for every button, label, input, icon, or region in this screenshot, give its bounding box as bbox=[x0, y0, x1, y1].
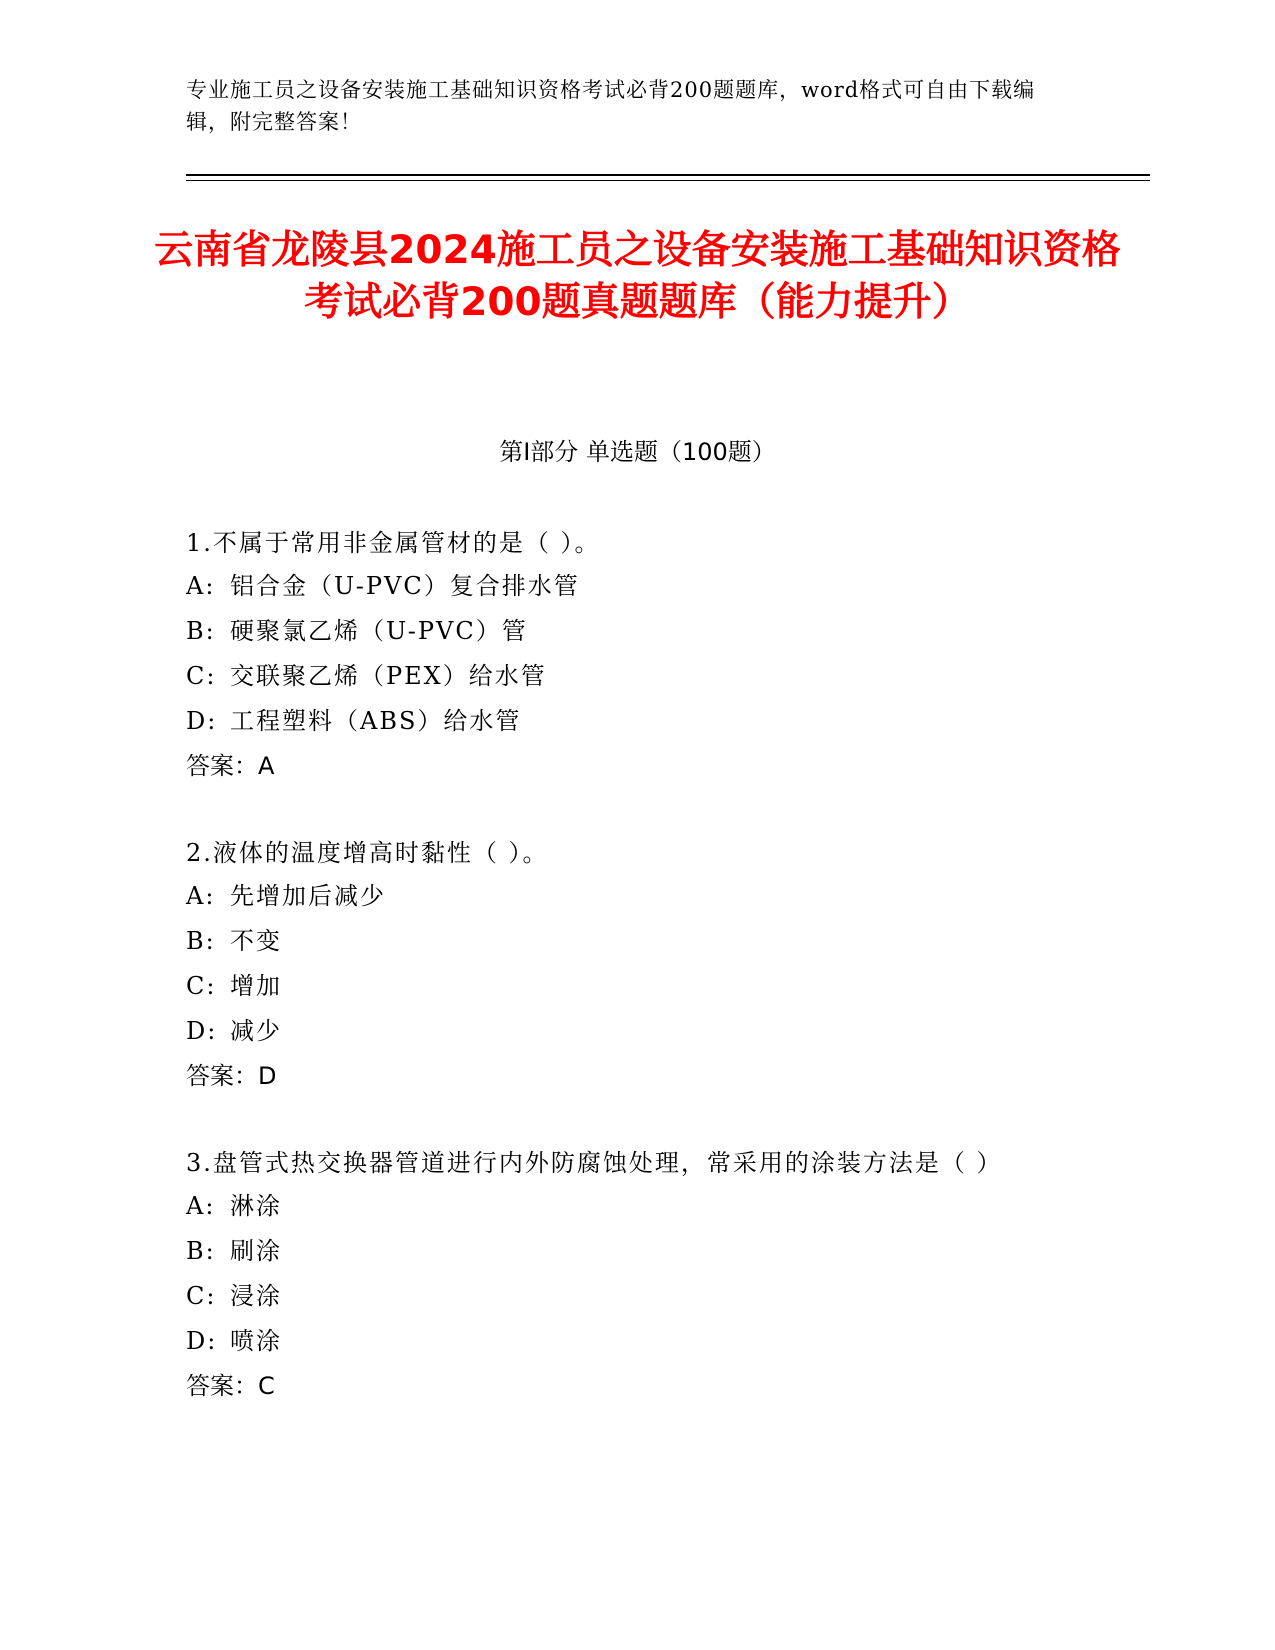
question-stem: 3.盘管式热交换器管道进行内外防腐蚀处理，常采用的涂装方法是（ ） bbox=[186, 1149, 1003, 1177]
header-note: 专业施工员之设备安装施工基础知识资格考试必背200题题库，word格式可自由下载编辑，附完整答案！ bbox=[186, 78, 1036, 134]
option-a bbox=[186, 1184, 1066, 1229]
answer: 答案：A bbox=[186, 752, 275, 780]
option-b bbox=[186, 609, 1066, 654]
question-stem: 1.不属于常用非金属管材的是（ ）。 bbox=[186, 529, 601, 557]
option-letter: D: bbox=[186, 707, 218, 735]
option-text: 先增加后减少 bbox=[230, 882, 386, 910]
option-letter: B: bbox=[186, 927, 216, 955]
option-d bbox=[186, 699, 1066, 744]
question-3 bbox=[186, 1142, 1066, 1408]
option-letter: A: bbox=[186, 572, 216, 600]
option-b bbox=[186, 919, 1066, 964]
option-letter: D: bbox=[186, 1327, 218, 1355]
option-text: 不变 bbox=[230, 927, 282, 955]
option-text: 铝合金（U-PVC）复合排水管 bbox=[230, 572, 580, 600]
question-1 bbox=[186, 522, 1066, 788]
option-text: 喷涂 bbox=[230, 1327, 282, 1355]
option-letter: A: bbox=[186, 1192, 216, 1220]
option-text: 减少 bbox=[230, 1017, 282, 1045]
option-b bbox=[186, 1229, 1066, 1274]
option-c bbox=[186, 1274, 1066, 1319]
answer: 答案：C bbox=[186, 1372, 275, 1400]
option-text: 浸涂 bbox=[230, 1282, 282, 1310]
option-letter: C: bbox=[186, 1282, 217, 1310]
answer: 答案：D bbox=[186, 1062, 277, 1090]
option-d bbox=[186, 1319, 1066, 1364]
option-letter: D: bbox=[186, 1017, 218, 1045]
question-stem: 2.液体的温度增高时黏性（ ）。 bbox=[186, 839, 549, 867]
header-rule-thick bbox=[186, 174, 1150, 176]
option-text: 淋涂 bbox=[230, 1192, 282, 1220]
option-letter: C: bbox=[186, 972, 217, 1000]
option-a bbox=[186, 564, 1066, 609]
option-text: 交联聚乙烯（PEX）给水管 bbox=[230, 662, 547, 690]
option-letter: B: bbox=[186, 1237, 216, 1265]
document-title: 云南省龙陵县2024施工员之设备安装施工基础知识资格考试必背200题真题题库（能力提升） bbox=[154, 228, 1121, 325]
header-rule-thin bbox=[186, 180, 1150, 181]
question-list bbox=[186, 522, 1066, 1452]
option-text: 工程塑料（ABS）给水管 bbox=[230, 707, 522, 735]
option-d bbox=[186, 1009, 1066, 1054]
option-letter: C: bbox=[186, 662, 217, 690]
question-2 bbox=[186, 832, 1066, 1098]
option-text: 硬聚氯乙烯（U-PVC）管 bbox=[230, 617, 528, 645]
option-c bbox=[186, 964, 1066, 1009]
option-letter: A: bbox=[186, 882, 216, 910]
option-a bbox=[186, 874, 1066, 919]
option-letter: B: bbox=[186, 617, 216, 645]
option-text: 增加 bbox=[230, 972, 282, 1000]
option-c bbox=[186, 654, 1066, 699]
option-text: 刷涂 bbox=[230, 1237, 282, 1265]
section-title: 第I部分 单选题（100题） bbox=[499, 438, 776, 466]
